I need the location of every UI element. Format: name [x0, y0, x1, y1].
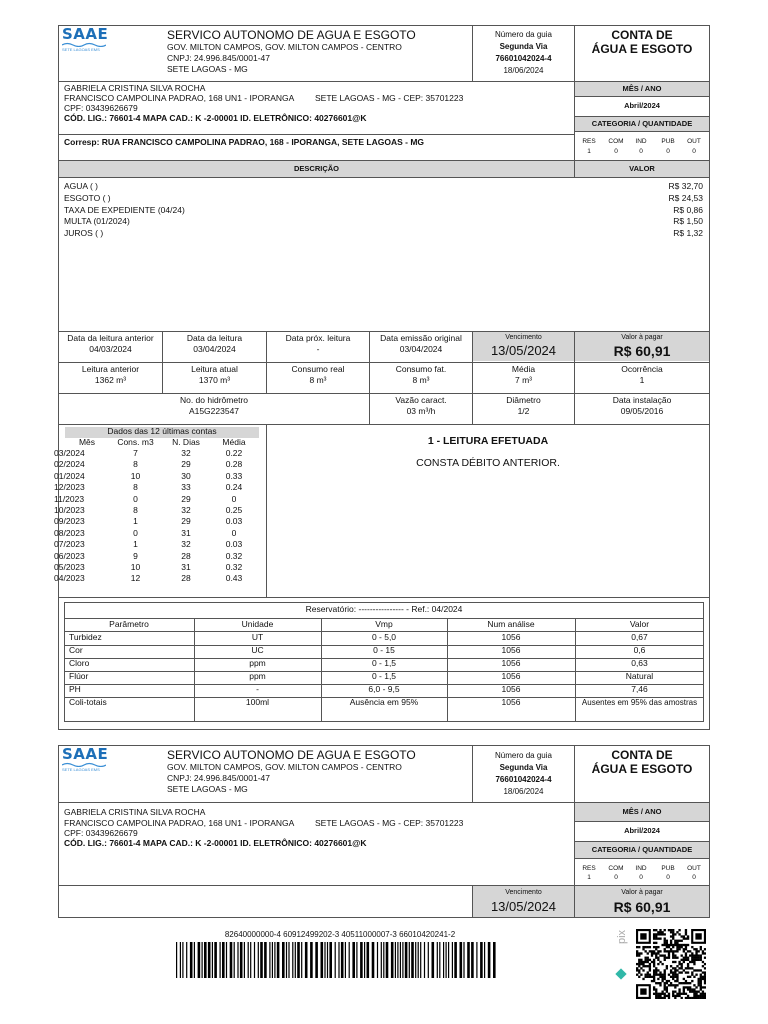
- guide-number: 76601042024-4: [495, 54, 552, 63]
- reading-date-value: 03/04/2024: [193, 344, 236, 354]
- amount-due-label: Valor à pagar: [621, 334, 663, 341]
- stub-company-city: SETE LAGOAS - MG: [167, 784, 248, 794]
- history-cell: 8: [133, 482, 138, 493]
- flow-label: Vazão caract.: [395, 395, 447, 405]
- history-row: [54, 516, 258, 528]
- history-cell: 01/2024: [54, 470, 85, 481]
- history-cell: 0.32: [225, 550, 243, 561]
- quality-cell: Ausentes em 95% das amostras: [581, 698, 698, 707]
- history-cell: 29: [181, 459, 191, 470]
- history-cell: 12/2023: [54, 482, 85, 493]
- reading-date-label: Data da leitura: [186, 333, 243, 343]
- history-cell: 10: [130, 562, 141, 572]
- quality-cell: Cor: [69, 645, 83, 655]
- history-cell: 29: [181, 516, 191, 527]
- quality-cell: ppm: [249, 658, 266, 668]
- quality-cell: 0 - 5,0: [371, 632, 397, 642]
- stub-period-value: Abril/2024: [624, 826, 660, 835]
- history-cell: 04/2023: [54, 573, 85, 584]
- history-cell: 8: [133, 505, 138, 515]
- quality-cell: PH: [69, 684, 81, 694]
- item-value: R$ 32,70: [668, 181, 703, 191]
- quality-cell: Natural: [625, 671, 654, 681]
- history-cell: 32: [181, 448, 191, 458]
- stub-amount-value: R$ 60,91: [613, 899, 671, 915]
- item-description: ESGOTO ( ): [64, 192, 111, 203]
- stub-cat-header-ind: IND: [635, 865, 647, 872]
- stub-customer-city-cep: SETE LAGOAS - MG - CEP: 35701223: [315, 818, 464, 828]
- cat-value-ind: 0: [639, 148, 643, 155]
- quality-cell: 1056: [501, 697, 521, 707]
- install-date-value: 09/05/2016: [620, 406, 664, 416]
- pix-logo: pix: [612, 942, 634, 982]
- stub-cat-value-pub: 0: [666, 874, 670, 881]
- company-city: SETE LAGOAS - MG: [167, 64, 248, 74]
- meter-number-value: A15G223547: [188, 406, 240, 416]
- quality-header-cell: Unidade: [241, 619, 274, 629]
- history-row: [54, 573, 258, 585]
- cur-reading-value: 1370 m³: [198, 375, 231, 385]
- history-cell: 9: [133, 550, 138, 561]
- history-cell: 0.43: [225, 573, 243, 584]
- history-cell: 1: [133, 516, 138, 527]
- quality-header-cell: Num análise: [487, 619, 535, 629]
- cat-header-ind: IND: [635, 138, 647, 145]
- history-cell: 09/2023: [54, 516, 85, 527]
- items-description-list: [64, 182, 364, 241]
- prev-reading-value: 1362 m³: [94, 375, 127, 385]
- stub-category-label: CATEGORIA / QUANTIDADE: [575, 842, 709, 858]
- quality-header-cell: Vmp: [375, 619, 393, 629]
- due-date-value: 13/05/2024: [490, 343, 557, 358]
- quality-cell: 100ml: [245, 697, 270, 707]
- history-cell: 0.24: [225, 482, 243, 493]
- history-cell: 7: [133, 448, 138, 458]
- guide-label: Número da guia: [495, 30, 552, 39]
- quality-header-cell: Parâmetro: [109, 619, 149, 629]
- company-address: GOV. MILTON CAMPOS, GOV. MILTON CAMPOS - CENTRO: [167, 42, 402, 52]
- stub-cat-value-com: 0: [614, 874, 618, 881]
- quality-cell: 0,63: [631, 658, 648, 668]
- history-cell: 30: [181, 470, 191, 481]
- item-description: JUROS ( ): [64, 228, 104, 239]
- stub-cat-value-ind: 0: [639, 874, 643, 881]
- stub-customer-address: FRANCISCO CAMPOLINA PADRAO, 168 UN1 - IPORANGA: [64, 818, 295, 828]
- quality-cell: 7,46: [631, 684, 648, 694]
- quality-cell: 0,67: [631, 632, 648, 642]
- cat-header-pub: PUB: [661, 138, 675, 145]
- history-cell: 28: [181, 573, 191, 584]
- real-consumption-label: Consumo real: [291, 364, 345, 374]
- amount-due-value: R$ 60,91: [613, 343, 671, 359]
- quality-cell: 1056: [501, 632, 521, 642]
- history-cell: 0.33: [225, 470, 243, 481]
- history-cell: 0.03: [225, 539, 243, 550]
- cat-value-com: 0: [614, 148, 618, 155]
- stub-period-label: MÊS / ANO: [575, 803, 709, 821]
- history-cell: 8: [133, 459, 138, 470]
- item-value: R$ 1,32: [673, 228, 703, 239]
- history-cell: 32: [181, 539, 191, 550]
- item-value: R$ 0,86: [673, 204, 703, 215]
- occurrence-value: 1: [639, 375, 645, 385]
- flow-value: 03 m³/h: [406, 406, 436, 416]
- company-cnpj: CNPJ: 24.996.845/0001-47: [167, 53, 271, 63]
- barcode: [176, 942, 500, 978]
- quality-cell: UC: [251, 645, 264, 655]
- cat-header-com: COM: [608, 138, 624, 145]
- quality-cell: -: [256, 684, 259, 694]
- customer-address: FRANCISCO CAMPOLINA PADRAO, 168 UN1 - IPORANGA: [64, 93, 295, 103]
- due-date-label: Vencimento: [505, 334, 542, 341]
- period-label: MÊS / ANO: [575, 82, 709, 96]
- stub-cat-header-pub: PUB: [661, 865, 675, 872]
- history-cell: 29: [181, 493, 191, 504]
- history-cell: 10/2023: [54, 505, 85, 515]
- history-col-consumption: Cons. m3: [117, 437, 154, 447]
- billed-consumption-value: 8 m³: [412, 375, 430, 385]
- item-description: TAXA DE EXPEDIENTE (04/24): [64, 204, 185, 215]
- stub-doc-title-line2: ÁGUA E ESGOTO: [591, 762, 693, 776]
- history-cell: 33: [181, 482, 191, 493]
- history-cell: 0.25: [225, 505, 243, 515]
- history-cell: 07/2023: [54, 539, 85, 550]
- prev-reading-label: Leitura anterior: [81, 364, 140, 374]
- history-cell: 0.32: [225, 562, 243, 572]
- quality-header-cell: Valor: [629, 619, 650, 629]
- stub-doc-title-line1: CONTA DE: [611, 748, 673, 762]
- cat-header-out: OUT: [687, 138, 701, 145]
- stub-company-address: GOV. MILTON CAMPOS, GOV. MILTON CAMPOS - CENTRO: [167, 762, 402, 772]
- reading-next-label: Data próx. leitura: [285, 333, 351, 343]
- pix-diamond-icon: [615, 968, 626, 979]
- real-consumption-value: 8 m³: [309, 375, 327, 385]
- quality-title: Reservatório: ---------------- - Ref.: 04/2024: [305, 604, 463, 614]
- average-value: 7 m³: [515, 375, 532, 385]
- cat-header-res: RES: [582, 138, 596, 145]
- history-cell: 0.03: [225, 516, 243, 527]
- diameter-label: Diâmetro: [506, 395, 541, 405]
- history-cell: 08/2023: [54, 527, 85, 538]
- stub-company-name: SERVICO AUTONOMO DE AGUA E ESGOTO: [167, 748, 416, 762]
- quality-cell: 1056: [501, 684, 521, 694]
- diameter-value: 1/2: [517, 406, 530, 416]
- stub-customer-codes: CÓD. LIG.: 76601-4 MAPA CAD.: K -2-00001 ID. ELETRÔNICO: 40276601@K: [64, 838, 367, 848]
- quality-cell: Coli-totais: [69, 697, 107, 707]
- items-header-value: VALOR: [575, 161, 709, 177]
- average-label: Média: [511, 364, 536, 374]
- cat-value-pub: 0: [666, 148, 670, 155]
- quality-cell: 1056: [501, 671, 521, 681]
- quality-cell: Cloro: [69, 658, 90, 668]
- quality-cell: 0 - 15: [373, 645, 395, 655]
- stub-amount-label: Valor à pagar: [621, 889, 663, 896]
- doc-title-line1: CONTA DE: [611, 28, 673, 42]
- history-cell: 31: [181, 527, 191, 538]
- history-cell: 0.22: [225, 448, 243, 458]
- history-cell: 0.28: [225, 459, 243, 470]
- stub-cat-value-out: 0: [692, 874, 696, 881]
- stub-cat-value-res: 1: [587, 874, 591, 881]
- barcode-digits: 82640000000-4 60912499202-3 40511000007-3 66010420241-2: [224, 930, 456, 939]
- occurrence-label: Ocorrência: [621, 364, 663, 374]
- reading-prev-value: 04/03/2024: [89, 344, 132, 354]
- quality-cell: 1056: [501, 658, 521, 668]
- history-cell: 02/2024: [54, 459, 85, 470]
- history-col-average: Média: [222, 437, 246, 447]
- history-cell: 03/2024: [54, 448, 85, 458]
- cur-reading-label: Leitura atual: [191, 364, 238, 374]
- company-name: SERVICO AUTONOMO DE AGUA E ESGOTO: [167, 28, 416, 42]
- cat-value-out: 0: [692, 148, 696, 155]
- history-row: [54, 482, 258, 494]
- history-cell: 28: [181, 550, 191, 561]
- item-value: R$ 24,53: [668, 192, 703, 203]
- history-col-days: N. Dias: [172, 437, 200, 447]
- stub-customer-cpf: CPF: 03439626679: [64, 828, 138, 838]
- history-cell: 1: [133, 539, 138, 550]
- customer-cpf: CPF: 03439626679: [64, 103, 138, 113]
- quality-cell: Ausência em 95%: [349, 697, 419, 707]
- message-reading: 1 - LEITURA EFETUADA: [427, 435, 549, 447]
- history-cell: 10: [130, 470, 141, 481]
- stub-due-date-label: Vencimento: [505, 889, 542, 896]
- emission-label: Data emissão original: [380, 333, 462, 343]
- reading-prev-label: Data da leitura anterior: [67, 333, 154, 343]
- stub-guide-number: 76601042024-4: [495, 775, 552, 784]
- guide-via: Segunda Via: [499, 42, 548, 51]
- history-cell: 0: [231, 493, 237, 504]
- stub-cat-header-out: OUT: [687, 865, 701, 872]
- history-cell: 31: [181, 562, 191, 572]
- stub-guide-via: Segunda Via: [499, 763, 548, 772]
- stub-guide-label: Número da guia: [495, 751, 552, 760]
- stub-cat-header-res: RES: [582, 865, 596, 872]
- quality-cell: 6,0 - 9,5: [368, 684, 400, 694]
- quality-cell: ppm: [249, 671, 266, 681]
- item-value: R$ 1,50: [673, 216, 703, 227]
- stub-guide-date: 18/06/2024: [503, 787, 544, 796]
- items-header-description: DESCRIÇÃO: [59, 161, 574, 177]
- customer-city-cep: SETE LAGOAS - MG - CEP: 35701223: [315, 93, 464, 103]
- history-col-month: Mês: [78, 437, 96, 447]
- category-label: CATEGORIA / QUANTIDADE: [575, 117, 709, 131]
- history-row: [54, 539, 258, 551]
- cat-value-res: 1: [587, 148, 591, 155]
- item-description: MULTA (01/2024): [64, 216, 130, 227]
- customer-codes: CÓD. LIG.: 76601-4 MAPA CAD.: K -2-00001 ID. ELETRÔNICO: 40276601@K: [64, 113, 367, 123]
- quality-cell: UT: [251, 632, 264, 642]
- history-title: Dados das 12 últimas contas: [65, 427, 259, 438]
- quality-cell: Flúor: [69, 671, 89, 681]
- meter-number-label: No. do hidrômetro: [179, 395, 249, 405]
- saae-logo-stub: SAAE SETE LAGOAS EMS: [62, 745, 109, 772]
- quality-cell: 0,6: [633, 645, 646, 655]
- emission-value: 03/04/2024: [399, 344, 443, 354]
- history-cell: 11/2023: [54, 493, 85, 504]
- stub-customer-name: GABRIELA CRISTINA SILVA ROCHA: [64, 807, 206, 817]
- history-cell: 0: [231, 527, 237, 538]
- history-cell: 32: [181, 505, 191, 515]
- quality-cell: 0 - 1,5: [371, 658, 397, 668]
- pix-qr-code[interactable]: [636, 929, 706, 999]
- quality-cell: 0 - 1,5: [371, 671, 397, 681]
- history-cell: 0: [133, 527, 138, 538]
- stub-company-cnpj: CNPJ: 24.996.845/0001-47: [167, 773, 271, 783]
- reading-next-value: -: [316, 344, 320, 354]
- doc-title-line2: ÁGUA E ESGOTO: [591, 42, 693, 56]
- install-date-label: Data instalação: [612, 395, 672, 405]
- period-value: Abril/2024: [624, 101, 660, 110]
- saae-logo: SAAE SETE LAGOAS EMS: [62, 25, 109, 52]
- history-cell: 0: [133, 493, 138, 504]
- guide-date: 18/06/2024: [503, 66, 544, 75]
- billed-consumption-label: Consumo fat.: [395, 364, 447, 374]
- history-cell: 06/2023: [54, 550, 85, 561]
- stub-due-date-value: 13/05/2024: [490, 899, 557, 914]
- history-cell: 05/2023: [54, 562, 85, 572]
- stub-cat-header-com: COM: [608, 865, 624, 872]
- quality-cell: Turbidez: [69, 632, 102, 642]
- customer-name: GABRIELA CRISTINA SILVA ROCHA: [64, 83, 206, 93]
- corresp-address: Corresp: RUA FRANCISCO CAMPOLINA PADRAO, 168 - IPORANGA, SETE LAGOAS - MG: [64, 137, 425, 147]
- message-debt: CONSTA DÉBITO ANTERIOR.: [416, 457, 560, 469]
- quality-cell: 1056: [501, 645, 521, 655]
- item-description: AGUA ( ): [64, 181, 99, 191]
- history-cell: 12: [130, 573, 141, 584]
- items-value-list: [600, 182, 703, 241]
